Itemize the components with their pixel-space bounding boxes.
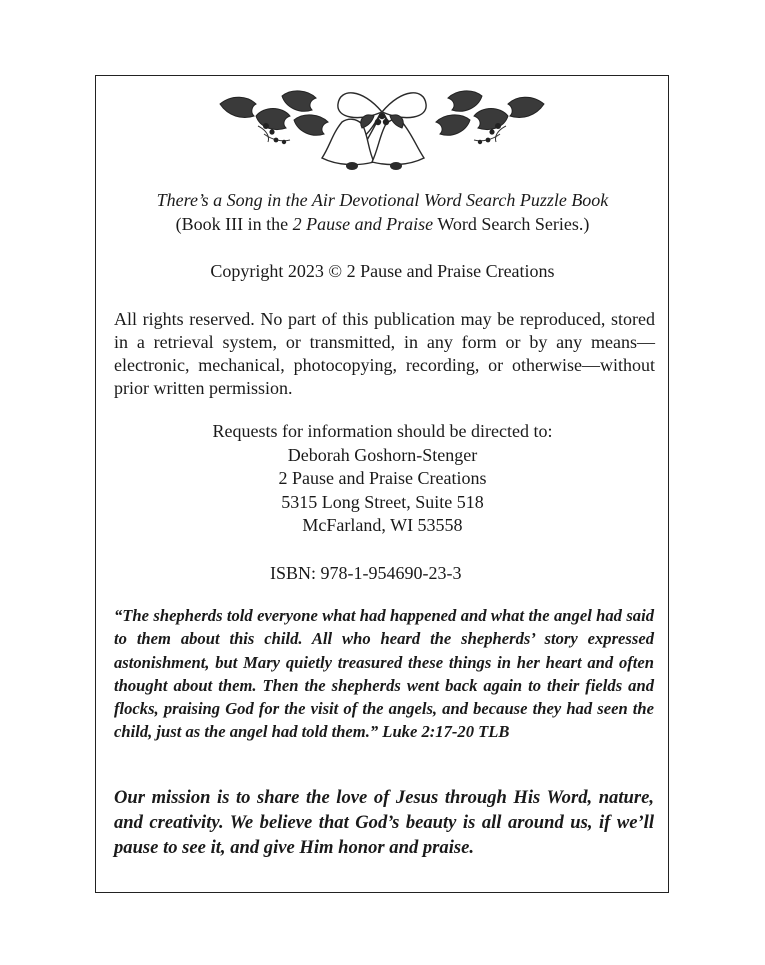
contact-intro: Requests for information should be directed to: bbox=[212, 421, 553, 441]
subtitle-suffix: Word Search Series.) bbox=[433, 214, 590, 234]
scripture-quote: “The shepherds told everyone what had happened and what the angel had said to them about this child. All who heard the shepherds’ story expressed astonishment, but Mary quietly treasured these things in her heart and often thought about them. Then the shepherds went back again to their fields and flocks, praising God for the visit of the angels, and because they had seen the child, just as the angel had told them.” Luke 2:17-20 TLB bbox=[114, 606, 654, 742]
contact-city-state-zip: McFarland, WI 53558 bbox=[302, 515, 463, 535]
christmas-bells-holly-icon bbox=[212, 82, 552, 178]
rights-notice: All rights reserved. No part of this publication may be reproduced, stored in a retrieval system, or transmitted, in any form or by any means—electronic, mechanical, photocopying, recording, or otherwise—without prior written permission. bbox=[114, 309, 655, 398]
book-subtitle bbox=[110, 212, 655, 236]
contact-block bbox=[110, 420, 655, 538]
contact-organization: 2 Pause and Praise Creations bbox=[278, 468, 487, 488]
book-title: There’s a Song in the Air Devotional Word Search Puzzle Book bbox=[156, 190, 609, 210]
subtitle-prefix: (Book III in the bbox=[175, 214, 293, 234]
contact-street: 5315 Long Street, Suite 518 bbox=[281, 491, 484, 512]
isbn-line: ISBN: 978-1-954690-23-3 bbox=[270, 563, 462, 583]
series-name: 2 Pause and Praise bbox=[292, 214, 434, 234]
copyright-line: Copyright 2023 © 2 Pause and Praise Creations bbox=[210, 261, 555, 281]
mission-statement: Our mission is to share the love of Jesus through His Word, nature, and creativity. We believe that God’s beauty is all around us, if we’ll pause to see it, and give Him honor and praise. bbox=[114, 787, 654, 858]
contact-name: Deborah Goshorn-Stenger bbox=[287, 444, 478, 465]
